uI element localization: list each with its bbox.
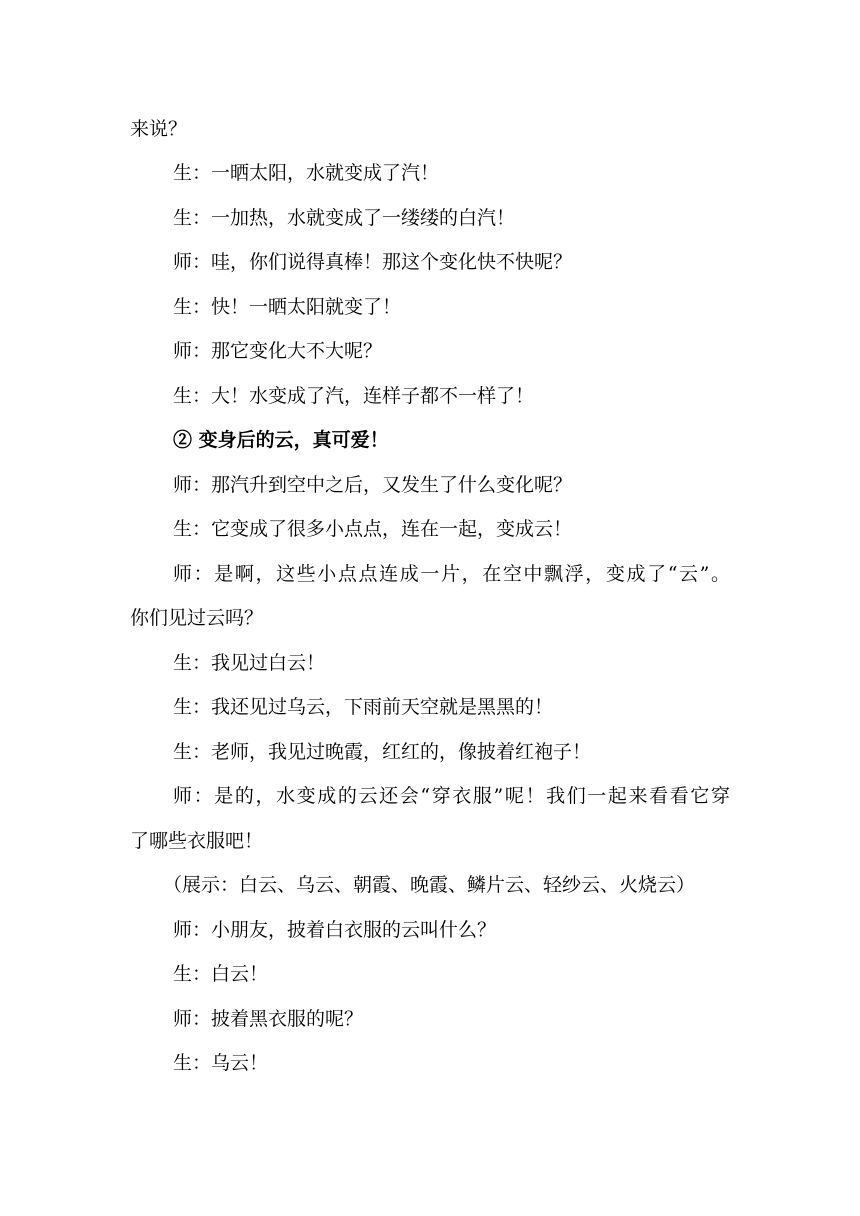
text-line: （展示：白云、乌云、朝霞、晚霞、鳞片云、轻纱云、火烧云） xyxy=(163,874,696,896)
text-line: 师：是啊，这些小点点连成一片，在空中飘浮，变成了“云”。 xyxy=(173,563,730,585)
text-line: 生：白云！ xyxy=(173,963,269,985)
text-line: 生：快！一晒太阳就变了！ xyxy=(173,296,402,318)
text-line: 师：小朋友，披着白衣服的云叫什么？ xyxy=(173,919,497,941)
text-line: 生：一加热，水就变成了一缕缕的白汽！ xyxy=(173,207,516,229)
text-line: 师：那汽升到空中之后，又发生了什么变化呢？ xyxy=(173,474,573,496)
text-line: 了哪些衣服吧！ xyxy=(130,830,264,852)
text-line: 生：一晒太阳，水就变成了汽！ xyxy=(173,162,440,184)
text-line: 师：哇，你们说得真棒！那这个变化快不快呢？ xyxy=(173,251,573,273)
text-line: 来说？ xyxy=(130,118,188,140)
text-line: 师：是的，水变成的云还会“穿衣服”呢！我们一起来看看它穿 xyxy=(173,785,730,807)
text-line: 生：大！水变成了汽，连样子都不一样了！ xyxy=(173,385,535,407)
text-line: 生：乌云！ xyxy=(173,1052,269,1074)
section-heading: ② 变身后的云，真可爱！ xyxy=(173,429,389,451)
text-line: 生：我见过白云！ xyxy=(173,652,326,674)
text-line: 师：披着黑衣服的呢？ xyxy=(173,1008,364,1030)
text-line: 生：它变成了很多小点点，连在一起，变成云！ xyxy=(173,518,573,540)
text-line: 你们见过云吗？ xyxy=(130,607,264,629)
text-line: 生：老师，我见过晚霞，红红的，像披着红袍子！ xyxy=(173,741,592,763)
text-line: 生：我还见过乌云，下雨前天空就是黑黑的！ xyxy=(173,696,554,718)
text-line: 师：那它变化大不大呢？ xyxy=(173,340,383,362)
